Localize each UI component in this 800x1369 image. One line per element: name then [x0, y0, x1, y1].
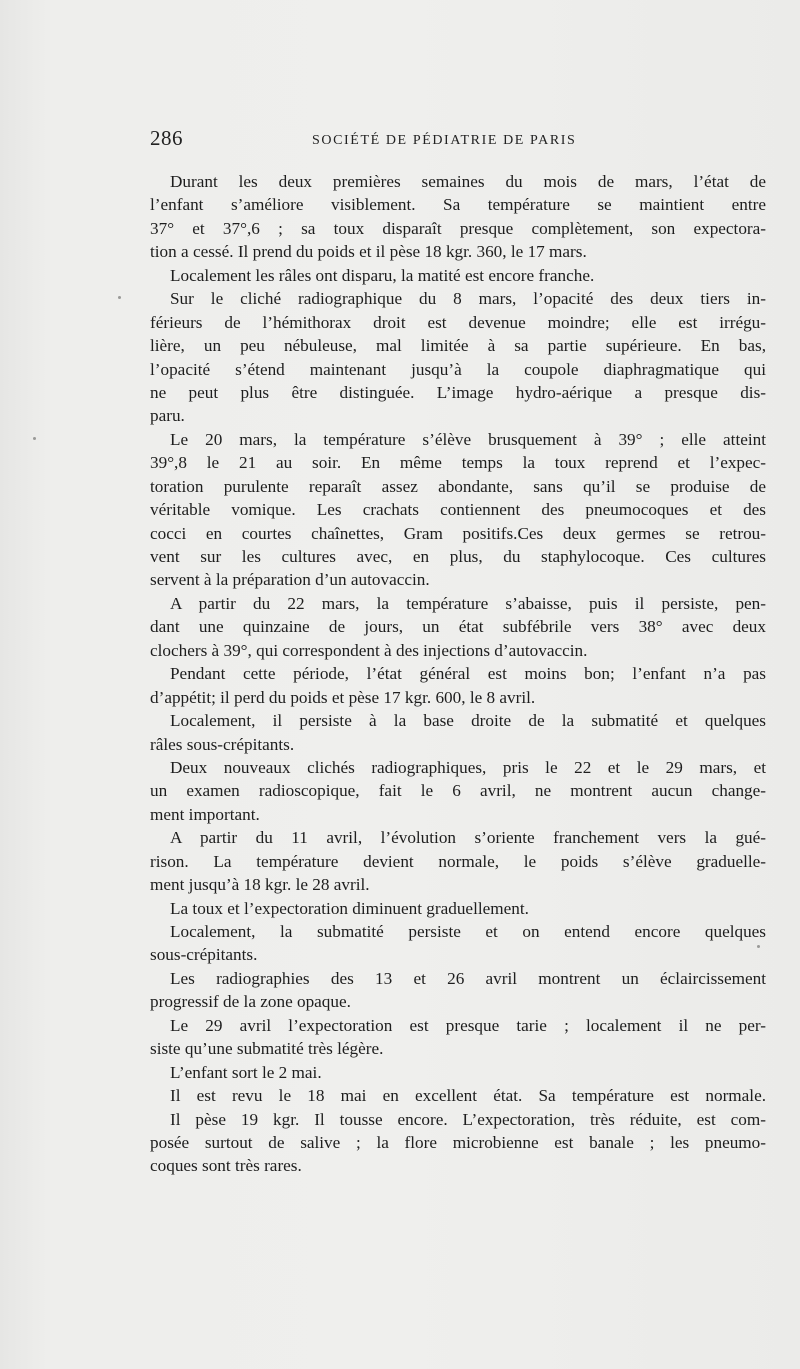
scan-speck: [33, 437, 36, 440]
text-line: Le 29 avril l’expectoration est presque tarie ; localement il ne per-: [170, 1015, 766, 1035]
text-line: un examen radioscopique, fait le 6 avril, ne montrent aucun change-: [150, 781, 766, 801]
text-line: clochers à 39°, qui correspondent à des injections d’autovaccin.: [150, 640, 588, 660]
text-line: coques sont très rares.: [150, 1156, 302, 1176]
text-line: râles sous-crépitants.: [150, 734, 295, 754]
scan-speck: [118, 296, 121, 299]
page-number: 286: [150, 126, 183, 150]
text-line: Localement les râles ont disparu, la matité est encore franche.: [170, 265, 595, 285]
text-line: cocci en courtes chaînettes, Gram positifs.Ces deux germes se retrou-: [150, 523, 766, 543]
text-line: Localement, il persiste à la base droite de la submatité et quelques: [170, 711, 766, 731]
text-line: ment jusqu’à 18 kgr. le 28 avril.: [150, 875, 370, 895]
text-line: La toux et l’expectoration diminuent graduellement.: [170, 898, 529, 918]
text-line: 39°,8 le 21 au soir. En même temps la toux reprend et l’expec-: [150, 453, 766, 473]
text-line: paru.: [150, 406, 185, 426]
text-line: Sur le cliché radiographique du 8 mars, l’opacité des deux tiers in-: [170, 289, 766, 309]
text-line: Durant les deux premières semaines du mois de mars, l’état de: [170, 172, 766, 191]
text-line: A partir du 11 avril, l’évolution s’oriente franchement vers la gué-: [170, 828, 766, 848]
text-line: servent à la préparation d’un autovaccin.: [150, 570, 430, 590]
running-head: SOCIÉTÉ DE PÉDIATRIE DE PARIS: [312, 133, 577, 148]
text-line: ne peut plus être distinguée. L’image hydro-aérique a presque dis-: [150, 382, 766, 402]
text-line: Le 20 mars, la température s’élève brusquement à 39° ; elle atteint: [170, 429, 766, 449]
text-line: l’enfant s’améliore visiblement. Sa température se maintient entre: [150, 195, 766, 215]
text-line: posée surtout de salive ; la flore microbienne est banale ; les pneumo-: [150, 1132, 766, 1152]
text-line: sous-crépitants.: [150, 945, 258, 965]
text-line: l’opacité s’étend maintenant jusqu’à la coupole diaphragmatique qui: [150, 359, 766, 379]
text-line: férieurs de l’hémithorax droit est devenue moindre; elle est irrégu-: [150, 312, 766, 332]
body-text: [150, 170, 766, 1178]
text-line: progressif de la zone opaque.: [150, 992, 351, 1012]
text-line: Deux nouveaux clichés radiographiques, pris le 22 et le 29 mars, et: [170, 757, 766, 777]
text-line: rison. La température devient normale, le poids s’élève graduelle-: [150, 851, 766, 871]
text-line: lière, un peu nébuleuse, mal limitée à sa partie supérieure. En bas,: [150, 336, 766, 356]
text-line: Les radiographies des 13 et 26 avril montrent un éclaircissement: [170, 968, 766, 988]
text-line: L’enfant sort le 2 mai.: [170, 1062, 322, 1082]
text-line: ment important.: [150, 804, 260, 824]
text-line: Il pèse 19 kgr. Il tousse encore. L’expectoration, très réduite, est com-: [170, 1109, 766, 1129]
text-line: 37° et 37°,6 ; sa toux disparaît presque complètement, son expectora-: [150, 218, 766, 238]
text-line: tion a cessé. Il prend du poids et il pèse 18 kgr. 360, le 17 mars.: [150, 242, 587, 262]
text-line: siste qu’une submatité très légère.: [150, 1039, 384, 1059]
text-line: A partir du 22 mars, la température s’abaisse, puis il persiste, pen-: [170, 593, 766, 613]
text-line: d’appétit; il perd du poids et pèse 17 kgr. 600, le 8 avril.: [150, 687, 536, 707]
text-line: Pendant cette période, l’état général est moins bon; l’enfant n’a pas: [170, 664, 766, 684]
text-line: Localement, la submatité persiste et on entend encore quelques: [170, 922, 766, 941]
text-line: vent sur les cultures avec, en plus, du staphylocoque. Ces cultures: [150, 547, 766, 566]
scan-speck: [757, 945, 760, 948]
text-line: toration purulente reparaît assez abondante, sans qu’il se produise de: [150, 476, 766, 496]
text-line: véritable vomique. Les crachats contiennent des pneumocoques et des: [150, 500, 766, 520]
text-line: dant une quinzaine de jours, un état subfébrile vers 38° avec deux: [150, 617, 766, 637]
text-line: Il est revu le 18 mai en excellent état. Sa température est normale.: [170, 1086, 766, 1106]
page-header: [150, 126, 770, 156]
